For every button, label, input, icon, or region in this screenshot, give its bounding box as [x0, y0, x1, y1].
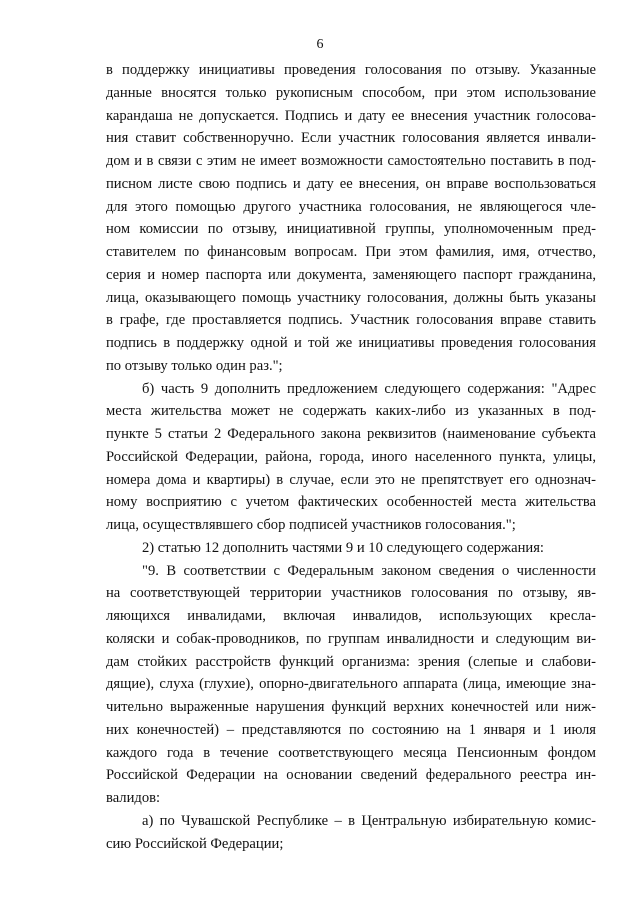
- text-line: б) часть 9 дополнить предложением следующего содержания: "Адрес: [142, 380, 596, 397]
- text-line: серия и номер паспорта или документа, заменяющего паспорт гражданина,: [106, 266, 596, 283]
- text-line: каждого года в течение соответствующего месяца Пенсионным фондом: [106, 744, 596, 761]
- text-line: пункте 5 статьи 2 Федерального закона реквизитов (наименование субъекта: [106, 426, 596, 442]
- text-line: в поддержку инициативы проведения голосования по отзыву. Указанные: [106, 62, 596, 78]
- text-line: подпись в поддержку одной и той же инициативы проведения голосования: [106, 335, 596, 351]
- text-line: них конечностей) – представляются по состоянию на 1 января и 1 июля: [106, 721, 596, 738]
- document-body: [106, 59, 596, 855]
- text-line: а) по Чувашской Республике – в Центральную избирательную комис-: [142, 812, 596, 829]
- text-line: данные вносятся только рукописным способом, при этом использование: [106, 84, 596, 101]
- text-line: лица, оказывающего помощь участнику голосования, должны быть указаны: [106, 289, 596, 306]
- text-line: Российской Федерации на основании сведений федерального реестра ин-: [106, 767, 596, 784]
- text-line: дам стойких расстройств функций организма: зрения (слепые и слабови-: [106, 653, 596, 670]
- text-line: для этого помощью другого участника голосования, не являющегося чле-: [106, 198, 596, 215]
- text-line: коляски и собак-проводников, по группам инвалидности и следующим ви-: [106, 630, 596, 647]
- text-line: лица, осуществлявшего сбор подписей участников голосования.";: [106, 517, 516, 533]
- text-line: 2) статью 12 дополнить частями 9 и 10 следующего содержания:: [142, 539, 544, 556]
- page-number: 6: [316, 37, 324, 52]
- text-line: карандаша не допускается. Подпись и дату ее внесения участник голосова-: [106, 107, 596, 124]
- text-line: чительно выраженные нарушения функций верхних конечностей или ниж-: [106, 699, 596, 715]
- text-line: писном листе свою подпись и дату ее внесения, он вправе воспользоваться: [106, 175, 596, 192]
- text-line: ном комиссии по отзыву, инициативной группы, уполномоченным пред-: [106, 221, 596, 238]
- text-line: дящие), слуха (глухие), опорно-двигательного аппарата (лица, имеющие зна-: [106, 676, 596, 693]
- text-line: ставителем по финансовым вопросам. При этом фамилия, имя, отчество,: [106, 244, 596, 260]
- text-line: сию Российской Федерации;: [106, 835, 284, 852]
- text-line: валидов:: [106, 790, 161, 806]
- text-line: места жительства может не содержать каких-либо из указанных в под-: [106, 403, 596, 420]
- text-line: ляющихся инвалидами, включая инвалидов, использующих кресла-: [106, 608, 596, 624]
- text-line: в графе, где проставляется подпись. Участник голосования вправе ставить: [106, 312, 596, 329]
- text-line: "9. В соответствии с Федеральным законом сведения о численности: [142, 562, 596, 579]
- text-line: дом и в связи с этим не имеет возможности самостоятельно поставить в под-: [106, 153, 596, 169]
- text-line: ния ставит собственноручно. Если участник голосования является инвали-: [106, 130, 596, 147]
- text-line: ному восприятию с учетом фактических особенностей места жительства: [106, 494, 596, 511]
- text-line: номера дома и квартиры) в случае, если это не препятствует его однознач-: [106, 471, 596, 488]
- text-line: по отзыву только один раз.";: [106, 357, 283, 374]
- text-line: Российской Федерации, района, города, иного населенного пункта, улицы,: [106, 448, 596, 465]
- text-line: на соответствующей территории участников голосования по отзыву, яв-: [106, 585, 596, 602]
